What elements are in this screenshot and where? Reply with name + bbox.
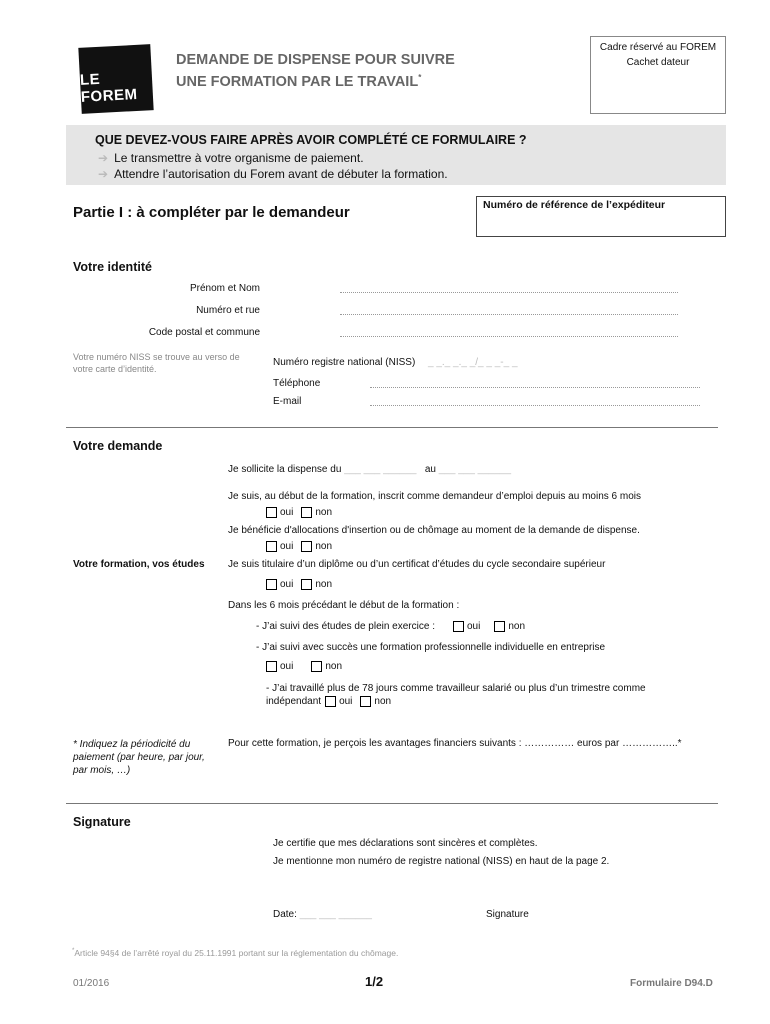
benefits-field[interactable]: Pour cette formation, je perçois les avantages financiers suivants : …………… euros par ……………..* [228, 738, 682, 749]
forem-box-line2: Cachet dateur [626, 57, 690, 68]
form-id: Formulaire D94.D [630, 978, 713, 989]
phone-label: Téléphone [273, 378, 321, 389]
identity-section-title: Votre identité [73, 260, 152, 274]
q2-no-checkbox[interactable] [301, 541, 312, 552]
niss-reminder-text: Je mentionne mon numéro de registre national (NISS) en haut de la page 2. [273, 856, 610, 867]
question-job-seeker: Je suis, au début de la formation, inscrit comme demandeur d’emploi depuis au moins 6 mois [228, 491, 641, 502]
signature-date-row: Date: ___ ___ ______ [273, 909, 372, 920]
q4b-options: oui non [266, 661, 342, 672]
q3-options: oui non [266, 579, 332, 590]
city-field[interactable] [340, 336, 678, 337]
footer-date: 01/2016 [73, 978, 110, 989]
request-section-title: Votre demande [73, 439, 163, 453]
signature-section-title: Signature [73, 815, 131, 829]
question-professional-training: - J’ai suivi avec succès une formation professionnelle individuelle en entreprise [256, 642, 606, 653]
instruction-step-1: ➔ Le transmettre à votre organisme de paiement. [98, 151, 364, 165]
q3-no-checkbox[interactable] [301, 579, 312, 590]
phone-field[interactable] [370, 387, 700, 388]
part1-title: Partie I : à compléter par le demandeur [73, 204, 350, 221]
forem-reserved-box [590, 36, 726, 114]
signature-date-field[interactable]: ___ ___ ______ [299, 909, 372, 920]
dispense-start-date-field[interactable]: ___ ___ ______ [344, 464, 417, 475]
q1-yes-checkbox[interactable] [266, 507, 277, 518]
instruction-step-2: ➔ Attendre l’autorisation du Forem avant de débuter la formation. [98, 167, 448, 181]
footnote: *Article 94§4 de l’arrêté royal du 25.11.1991 portant sur la réglementation du chômage. [72, 948, 399, 958]
q2-yes-checkbox[interactable] [266, 541, 277, 552]
q3-yes-checkbox[interactable] [266, 579, 277, 590]
niss-field[interactable]: _ _._ _._ _/_ _ _-_ _ [428, 357, 518, 368]
question-diploma: Je suis titulaire d’un diplôme ou d’un certificat d’études du cycle secondaire supérieur [228, 559, 606, 570]
section-divider [66, 427, 718, 428]
arrow-right-icon: ➔ [98, 167, 109, 181]
section-divider [66, 803, 718, 804]
q2-options: oui non [266, 541, 332, 552]
forem-box-line1: Cadre réservé au FOREM [599, 42, 717, 53]
q4c-row: indépendant oui non [266, 696, 392, 707]
q4b-no-checkbox[interactable] [311, 661, 322, 672]
page-number: 1/2 [365, 974, 384, 989]
q4c-no-checkbox[interactable] [360, 696, 371, 707]
q1-no-checkbox[interactable] [301, 507, 312, 518]
title-footnote-mark: * [418, 73, 422, 82]
signature-field[interactable]: Signature [486, 909, 529, 920]
q4b-yes-checkbox[interactable] [266, 661, 277, 672]
email-label: E-mail [273, 396, 302, 407]
street-label: Numéro et rue [196, 305, 260, 316]
title-line-1: DEMANDE DE DISPENSE POUR SUIVRE [176, 52, 455, 68]
forem-logo: LE FOREM [78, 44, 153, 114]
name-label: Prénom et Nom [189, 283, 260, 294]
q1-options: oui non [266, 507, 332, 518]
sender-reference-field[interactable]: Numéro de référence de l’expéditeur [476, 196, 726, 237]
niss-note: Votre numéro NISS se trouve au verso de votre carte d’identité. [73, 352, 240, 374]
dispense-end-date-field[interactable]: ___ ___ ______ [438, 464, 512, 475]
training-side-label: Votre formation, vos études [73, 559, 205, 570]
street-field[interactable] [340, 314, 678, 315]
q4a-row: - J’ai suivi des études de plein exercice : oui non [256, 621, 526, 632]
certification-text: Je certifie que mes déclarations sont sincères et complètes. [273, 838, 538, 849]
q4a-no-checkbox[interactable] [494, 621, 505, 632]
q4c-yes-checkbox[interactable] [325, 696, 336, 707]
title-line-2: UNE FORMATION PAR LE TRAVAIL* [176, 73, 422, 90]
niss-label: Numéro registre national (NISS) [273, 357, 416, 368]
document-title [176, 52, 455, 91]
arrow-right-icon: ➔ [98, 151, 109, 165]
q4a-yes-checkbox[interactable] [453, 621, 464, 632]
name-field[interactable] [340, 292, 678, 293]
periodicity-note: * Indiquez la périodicité du paiement (par heure, par jour, par mois, …) [73, 739, 205, 776]
question-worked-line1: - J’ai travaillé plus de 78 jours comme travailleur salarié ou plus d’un trimestre comme [266, 683, 646, 694]
instructions-question: QUE DEVEZ-VOUS FAIRE APRÈS AVOIR COMPLÉTÉ CE FORMULAIRE ? [95, 133, 527, 147]
dispense-text: Je sollicite la dispense du ___ ___ ______ au ___ ___ ______ [228, 464, 512, 475]
city-label: Code postal et commune [148, 327, 260, 338]
question-six-months: Dans les 6 mois précédant le début de la formation : [228, 600, 460, 611]
question-allowances: Je bénéficie d'allocations d'insertion ou de chômage au moment de la demande de dispense. [228, 525, 640, 536]
email-field[interactable] [370, 405, 700, 406]
